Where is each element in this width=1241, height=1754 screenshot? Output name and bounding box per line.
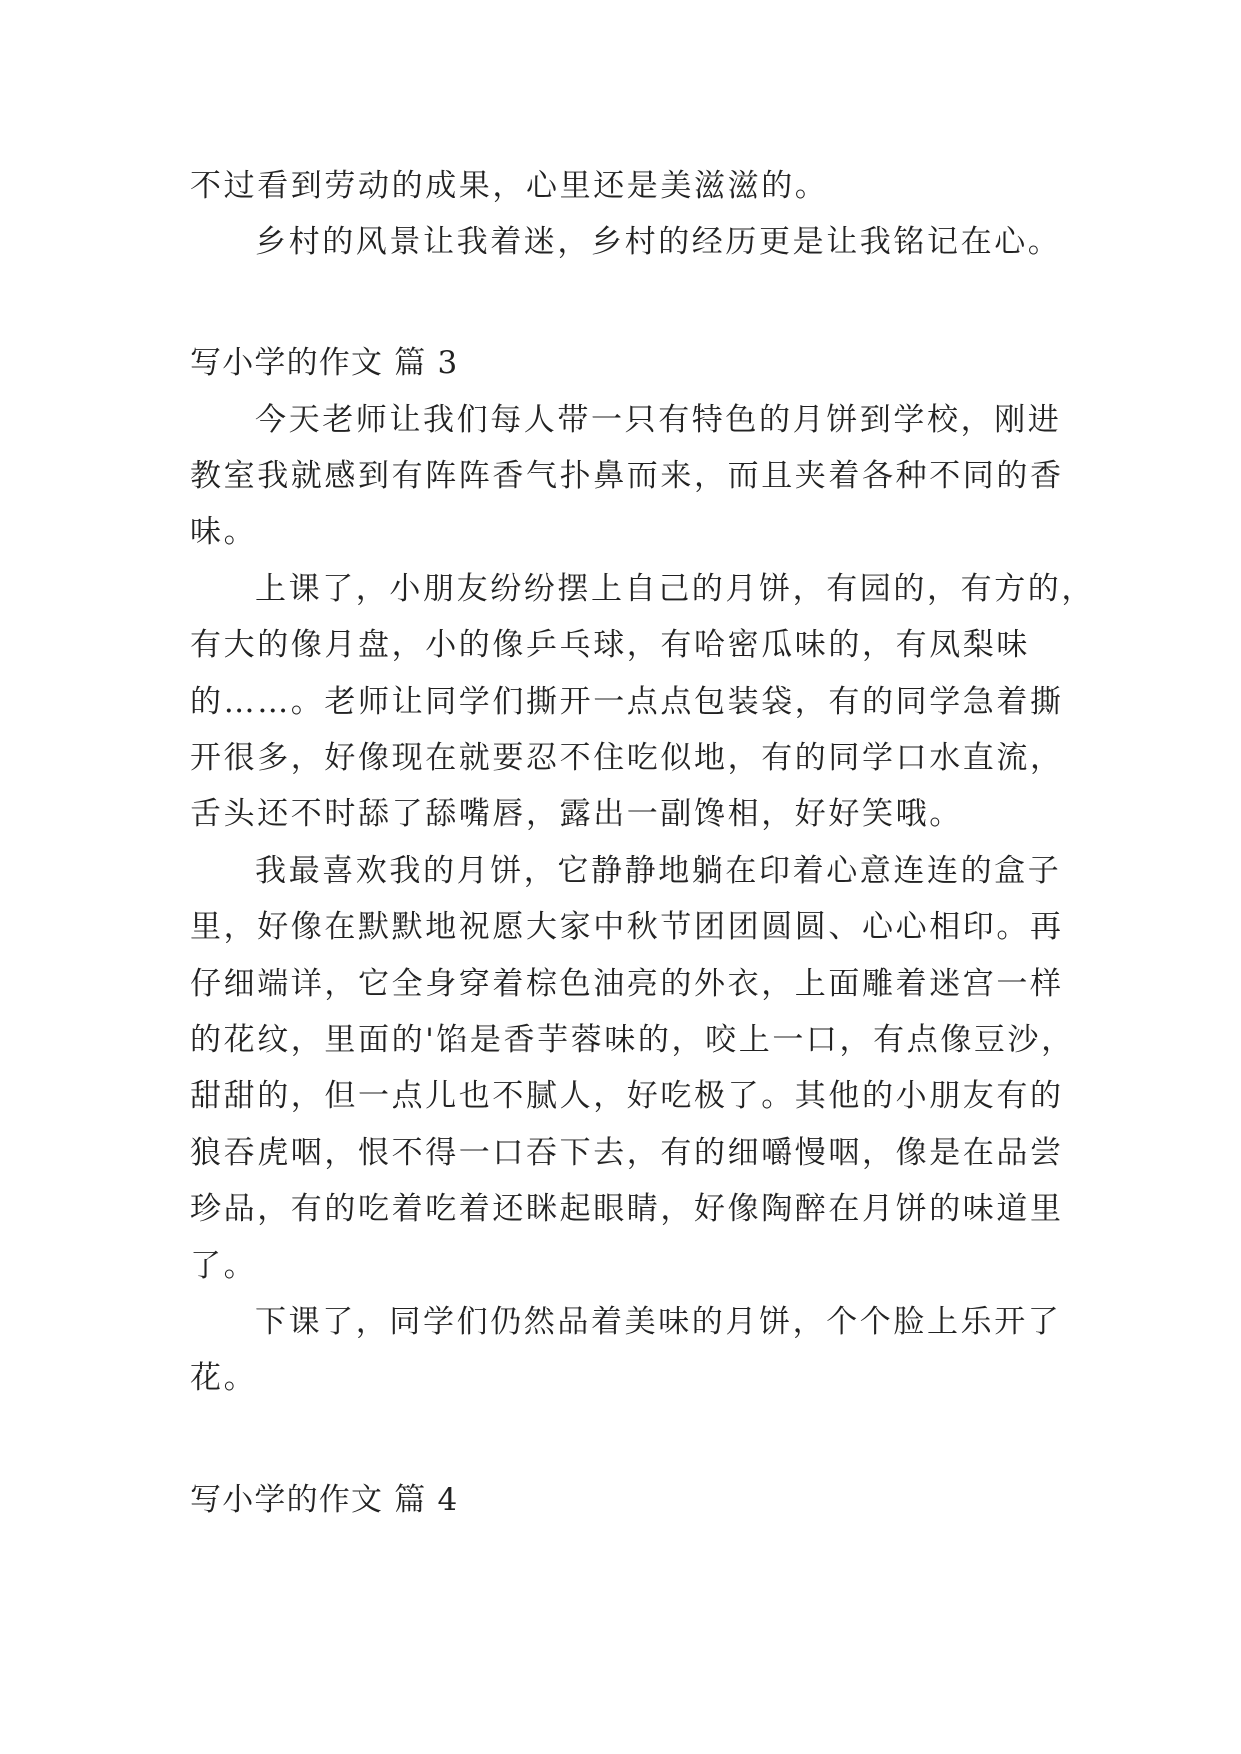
paragraph-2-line-2: 有大的像月盘，小的像乒乓球，有哈密瓜味的，有凤梨味 [190, 627, 1030, 663]
paragraph-1-line-2: 教室我就感到有阵阵香气扑鼻而来，而且夹着各种不同的香 [190, 458, 1064, 494]
paragraph-3-line-6: 狼吞虎咽，恨不得一口吞下去，有的细嚼慢咽，像是在品尝 [190, 1135, 1064, 1171]
section-3-heading: 写小学的作文 篇 3 [190, 345, 459, 381]
paragraph-3-line-1: 我最喜欢我的月饼，它静静地躺在印着心意连连的盒子 [255, 853, 1062, 889]
paragraph-3-line-7: 珍品，有的吃着吃着还眯起眼睛，好像陶醉在月饼的味道里 [190, 1191, 1064, 1227]
paragraph-3-line-3: 仔细端详，它全身穿着棕色油亮的外衣，上面雕着迷宫一样 [190, 966, 1064, 1002]
paragraph-4-line-1: 下课了，同学们仍然品着美味的月饼，个个脸上乐开了 [255, 1304, 1062, 1340]
intro-line-1: 不过看到劳动的成果，心里还是美滋滋的。 [190, 168, 829, 204]
paragraph-2-line-3: 的……。老师让同学们撕开一点点包装袋，有的同学急着撕 [190, 684, 1064, 720]
paragraph-3-line-2: 里，好像在默默地祝愿大家中秋节团团圆圆、心心相印。再 [190, 909, 1064, 945]
paragraph-2-line-1: 上课了，小朋友纷纷摆上自己的月饼，有园的，有方的， [255, 571, 1095, 607]
paragraph-3-line-5: 甜甜的，但一点儿也不腻人，好吃极了。其他的小朋友有的 [190, 1078, 1064, 1114]
paragraph-2-line-4: 开很多，好像现在就要忍不住吃似地，有的同学口水直流， [190, 740, 1064, 776]
section-4-heading: 写小学的作文 篇 4 [190, 1482, 459, 1518]
paragraph-3-line-4: 的花纹，里面的'馅是香芋蓉味的，咬上一口，有点像豆沙， [190, 1022, 1075, 1058]
paragraph-1-line-1: 今天老师让我们每人带一只有特色的月饼到学校，刚进 [255, 402, 1062, 438]
paragraph-2-line-5: 舌头还不时舔了舔嘴唇，露出一副馋相，好好笑哦。 [190, 796, 963, 832]
paragraph-4-line-2: 花。 [190, 1360, 258, 1396]
paragraph-1-line-3: 味。 [190, 514, 258, 550]
paragraph-3-line-8: 了。 [190, 1248, 258, 1284]
intro-line-2: 乡村的风景让我着迷，乡村的经历更是让我铭记在心。 [255, 224, 1062, 260]
